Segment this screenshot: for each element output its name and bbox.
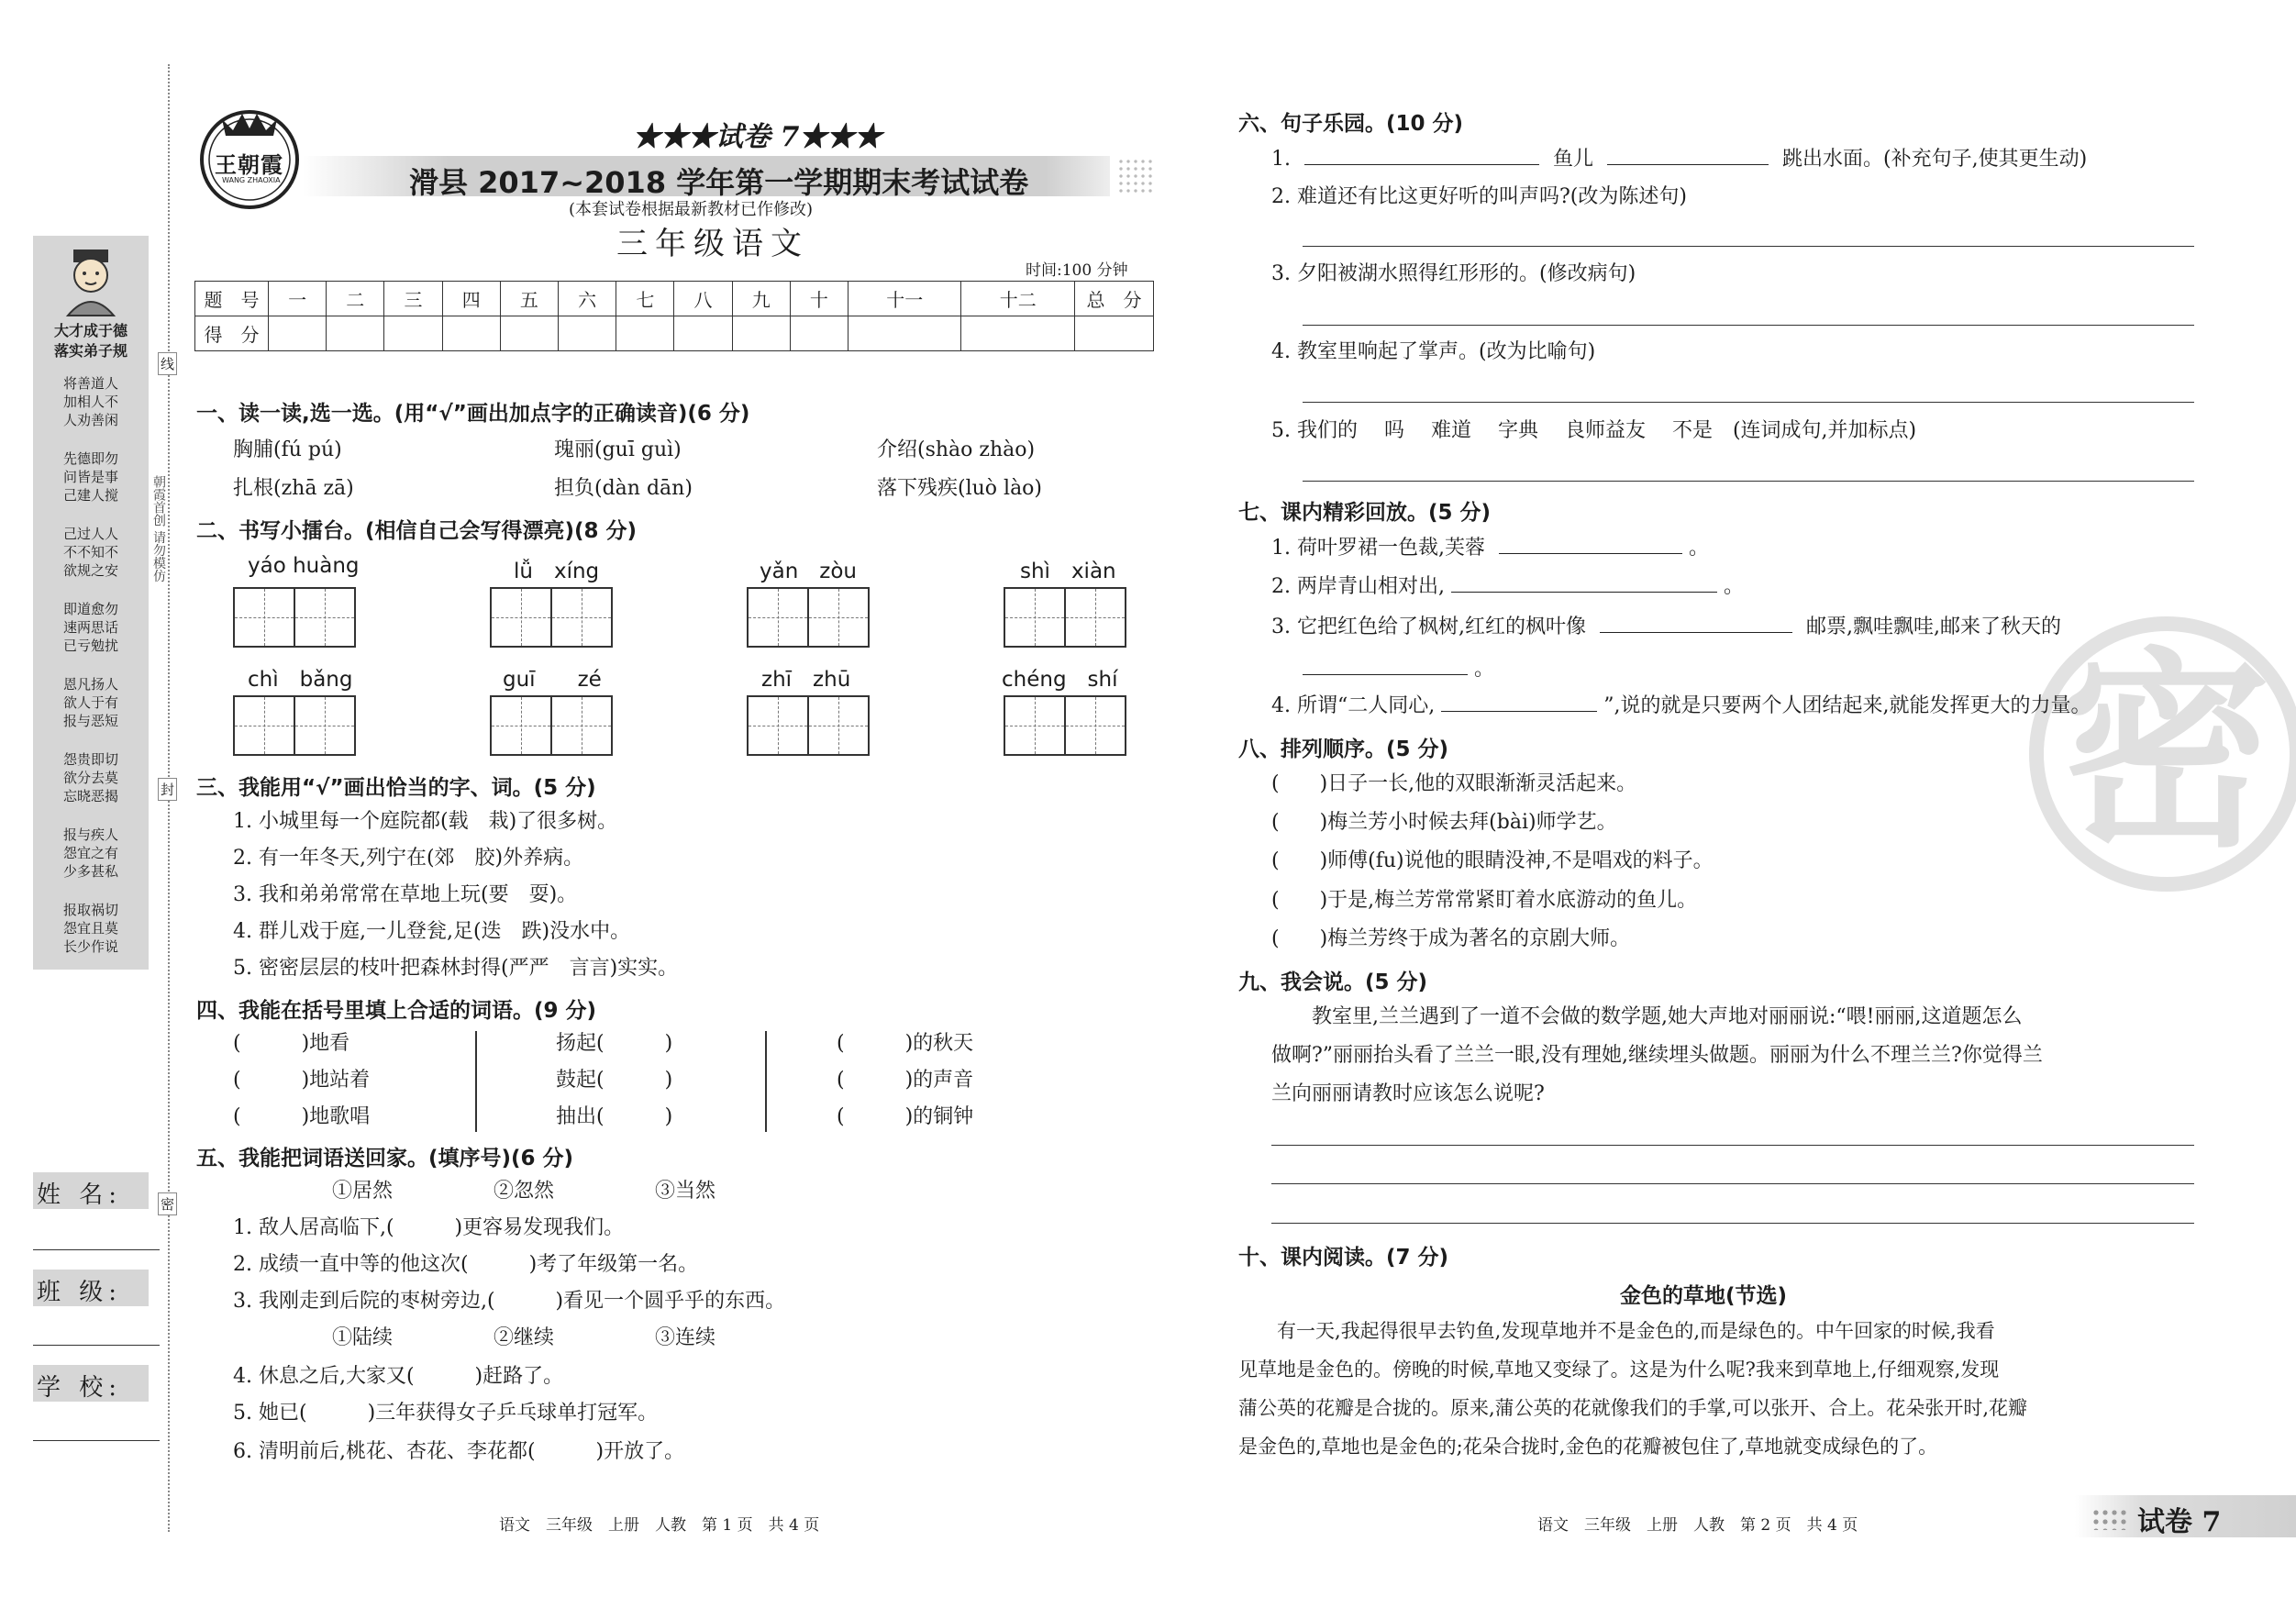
revision-note: (本套试卷根据最新教材已作修改) [569, 200, 814, 219]
s7-q4[interactable] [1271, 692, 2091, 720]
score-cell[interactable] [790, 316, 848, 351]
s6-answer-line[interactable] [1303, 246, 2194, 247]
side-character-illustration [46, 244, 136, 317]
section-3-title: 三、我能用“√”画出恰当的字、词。(5 分) [196, 776, 596, 800]
writing-grid[interactable] [747, 695, 870, 756]
s8-item[interactable]: ( )梅兰芳小时候去拜(bài)师学艺。 [1271, 811, 1617, 834]
school-label: 学 校: [37, 1374, 123, 1402]
section-9-title: 九、我会说。(5 分) [1238, 970, 1428, 994]
footer-tag-dots [2091, 1508, 2128, 1530]
school-field[interactable] [33, 1440, 160, 1441]
score-header-cell: 五 [500, 282, 558, 316]
s5-item[interactable]: 4. 休息之后,大家又( )赶路了。 [233, 1365, 564, 1388]
score-header-cell: 三 [384, 282, 442, 316]
pinyin-label: lǚ xíng [514, 560, 600, 583]
logo-text: 王朝霞 [215, 151, 283, 178]
s6-q5: 5. 我们的 吗 难道 字典 良师益友 不是 (连词成句,并加标点) [1271, 419, 1917, 442]
pinyin-label: shì xiàn [1020, 560, 1116, 583]
section-5-title: 五、我能把词语送回家。(填序号)(6 分) [196, 1147, 574, 1170]
subject-title: 三年级语文 [616, 226, 809, 262]
side-motto-top: 大才成于德 落实弟子规 [53, 322, 128, 360]
passage-title: 金色的草地(节选) [1620, 1284, 1788, 1308]
motto-block: 恩凡扬人 欲人于有 报与恶短 [62, 676, 118, 729]
side-mottos [39, 374, 143, 956]
section-1-title: 一、读一读,选一选。(用“√”画出加点字的正确读音)(6 分) [196, 402, 750, 426]
s1-item[interactable]: 胸脯(fú pú) [233, 438, 342, 461]
score-header-cell: 题 号 [195, 282, 269, 316]
s4-item[interactable]: 扬起( ) [556, 1032, 673, 1055]
s1-item[interactable]: 落下残疾(luò lào) [877, 477, 1043, 500]
s5-item[interactable]: 6. 清明前后,桃花、杏花、李花都( )开放了。 [233, 1440, 685, 1463]
section-6-title: 六、句子乐园。(10 分) [1238, 112, 1464, 136]
s5-item[interactable]: 1. 敌人居高临下,( )更容易发现我们。 [233, 1216, 625, 1239]
s3-item[interactable]: 3. 我和弟弟常常在草地上玩(要 耍)。 [233, 883, 578, 906]
score-cell[interactable] [327, 316, 384, 351]
s1-item[interactable]: 瑰丽(guī guì) [554, 438, 682, 461]
score-header-cell: 八 [674, 282, 732, 316]
score-header-cell: 四 [442, 282, 500, 316]
s7-q1-blank[interactable] [1499, 534, 1682, 554]
section-7-title: 七、课内精彩回放。(5 分) [1238, 501, 1492, 525]
s7-q3-mid: 邮票,飘哇飘哇,邮来了秋天的 [1805, 616, 2061, 638]
s3-item[interactable]: 1. 小城里每一个庭院都(载 栽)了很多树。 [233, 810, 618, 833]
s3-item[interactable]: 2. 有一年冬天,列宁在(郊 胶)外养病。 [233, 847, 584, 870]
score-cell[interactable] [500, 316, 558, 351]
section-4-title: 四、我能在括号里填上合适的词语。(9 分) [196, 999, 597, 1023]
class-field[interactable] [33, 1345, 160, 1346]
s7-q2-blank[interactable] [1451, 572, 1717, 593]
score-header-cell: 十一 [849, 282, 961, 316]
pinyin-label: zhī zhū [761, 668, 851, 692]
s3-item[interactable]: 4. 群儿戏于庭,一儿登瓮,足(迭 跌)没水中。 [233, 920, 631, 943]
binding-mark-feng: 封 [158, 778, 177, 801]
s7-q2-end: 。 [1723, 575, 1744, 598]
writing-grid[interactable] [233, 587, 356, 648]
writing-grid[interactable] [233, 695, 356, 756]
s7-q3-text: 3. 它把红色给了枫树,红红的枫叶像 [1271, 616, 1586, 638]
score-header-cell: 七 [616, 282, 674, 316]
s7-q4-text: 4. 所谓“二人同心, [1271, 694, 1436, 717]
s1-item[interactable]: 担负(dàn dān) [554, 477, 693, 500]
name-field[interactable] [33, 1249, 160, 1250]
pinyin-label: yáo huàng [248, 554, 360, 578]
passage-line: 有一天,我起得很早去钓鱼,发现草地并不是金色的,而是绿色的。中午回家的时候,我看 [1238, 1320, 1995, 1342]
s7-q2[interactable] [1271, 572, 1744, 601]
s7-q3-blank-2[interactable] [1303, 655, 1468, 675]
s3-item[interactable]: 5. 密密层层的枝叶把森林封得(严严 言言)实实。 [233, 957, 679, 980]
score-cell[interactable] [674, 316, 732, 351]
binding-mark-mi: 密 [158, 1192, 177, 1215]
score-cell[interactable] [849, 316, 961, 351]
s7-q3-cont[interactable] [1303, 655, 1494, 683]
s9-answer-line[interactable] [1271, 1223, 2194, 1224]
score-header-cell: 九 [732, 282, 790, 316]
s7-q1-text: 1. 荷叶罗裙一色裁,芙蓉 [1271, 537, 1485, 560]
title-banner-dots [1117, 158, 1154, 194]
stamp-char: 密 [2060, 631, 2272, 876]
section-10-title: 十、课内阅读。(7 分) [1238, 1246, 1449, 1270]
score-cell[interactable] [559, 316, 616, 351]
s5-item[interactable]: 2. 成绩一直中等的他这次( )考了年级第一名。 [233, 1253, 699, 1276]
s4-item[interactable]: ( )地看 [233, 1032, 350, 1055]
motto-block: 怨贵即切 欲分去莫 忘晓恶揭 [62, 751, 118, 804]
publisher-logo [194, 101, 305, 211]
s7-q2-text: 2. 两岸青山相对出, [1271, 575, 1445, 598]
score-cell[interactable] [961, 316, 1075, 351]
score-header-cell: 二 [327, 282, 384, 316]
s7-q3[interactable] [1271, 613, 2061, 641]
s9-answer-line[interactable] [1271, 1183, 2194, 1184]
s6-answer-line[interactable] [1303, 402, 2194, 403]
score-header-cell: 一 [269, 282, 327, 316]
section-8-title: 八、排列顺序。(5 分) [1238, 738, 1449, 761]
s8-item[interactable]: ( )日子一长,他的双眼渐渐灵活起来。 [1271, 772, 1637, 795]
motto-block: 先德即勿 问皆是事 己建人搅 [62, 450, 118, 504]
logo-sub: WANG ZHAOXIA [222, 176, 281, 184]
s7-q4-end: ”,说的就是只要两个人团结起来,就能发挥更大的力量。 [1603, 694, 2091, 717]
s6-q1-blank-1[interactable] [1304, 145, 1539, 165]
motto-block: 己过人人 不不知不 欲规之安 [62, 526, 118, 579]
section-2-title: 二、书写小擂台。(相信自己会写得漂亮)(8 分) [196, 519, 638, 543]
score-cell[interactable] [616, 316, 674, 351]
s6-answer-line[interactable] [1303, 481, 2194, 482]
binding-mark-xian: 线 [158, 352, 177, 375]
class-label: 班 级: [37, 1279, 123, 1306]
name-label: 姓 名: [37, 1181, 123, 1209]
s6-q1-num: 1. [1271, 148, 1291, 171]
s9-line: 教室里,兰兰遇到了一道不会做的数学题,她大声地对丽丽说:“喂!丽丽,这道题怎么 [1271, 1005, 2023, 1028]
s9-line: 兰向丽丽请教时应该怎么说呢? [1271, 1082, 1545, 1105]
passage-line: 蒲公英的花瓣是合拢的。原来,蒲公英的花就像我们的手掌,可以张开、合上。花朵张开时,花瓣 [1238, 1397, 2028, 1419]
s9-line: 做啊?”丽丽抬头看了兰兰一眼,没有理她,继续埋头做题。丽丽为什么不理兰兰?你觉得兰 [1271, 1044, 2043, 1067]
s8-item[interactable]: ( )于是,梅兰芳常常紧盯着水底游动的鱼儿。 [1271, 889, 1698, 912]
exam-title: 滑县 2017~2018 学年第一学期期末考试试卷 [409, 165, 1029, 200]
s6-q3: 3. 夕阳被湖水照得红形形的。(修改病句) [1271, 262, 1636, 285]
s1-item[interactable]: 扎根(zhā zā) [233, 477, 354, 500]
s8-item[interactable]: ( )梅兰芳终于成为著名的京剧大师。 [1271, 927, 1631, 950]
writing-grid[interactable] [490, 695, 613, 756]
s4-item[interactable]: 抽出( ) [556, 1105, 673, 1128]
s6-q1-mid: 鱼儿 [1553, 148, 1594, 171]
binding-note: 朝霞首创 请勿模仿 [151, 475, 166, 582]
s4-divider [765, 1031, 767, 1132]
s5-item[interactable]: 5. 她已( )三年获得女子乒乓球单打冠军。 [233, 1402, 659, 1425]
s5-options-2: ①陆续 ②继续 ③连续 [332, 1326, 716, 1349]
s6-q1-end: 跳出水面。(补充句子,使其更生动) [1782, 148, 2088, 171]
s4-item[interactable]: ( )地歌唱 [233, 1105, 371, 1128]
time-limit: 时间:100 分钟 [1026, 261, 1128, 280]
passage-line: 见草地是金色的。傍晚的时候,草地又变绿了。这是为什么呢?我来到草地上,仔细观察,发现 [1238, 1359, 2000, 1381]
score-cell[interactable] [1075, 316, 1154, 351]
s6-q1-blank-2[interactable] [1607, 145, 1769, 165]
s5-item[interactable]: 3. 我刚走到后院的枣树旁边,( )看见一个圆乎乎的东西。 [233, 1290, 786, 1313]
s7-q4-blank[interactable] [1441, 692, 1597, 712]
score-header-cell: 总 分 [1075, 282, 1154, 316]
s4-item[interactable]: 鼓起( ) [556, 1069, 673, 1092]
pinyin-label: yǎn zòu [760, 560, 858, 583]
s4-item[interactable]: ( )的铜钟 [837, 1105, 974, 1128]
footer-tag: 试卷 7 [2137, 1506, 2222, 1538]
score-header-cell: 六 [559, 282, 616, 316]
s9-answer-line[interactable] [1271, 1145, 2194, 1146]
writing-grid[interactable] [1004, 695, 1126, 756]
motto-block: 将善道人 加相人不 人劝善闲 [62, 375, 118, 428]
s7-q3-blank-1[interactable] [1600, 613, 1792, 633]
s6-q1[interactable] [1271, 145, 2087, 173]
writing-grid[interactable] [490, 587, 613, 648]
s6-answer-line[interactable] [1303, 325, 2194, 326]
pinyin-label: guī zé [503, 668, 602, 692]
s5-options-1: ①居然 ②忽然 ③当然 [332, 1180, 716, 1203]
s8-item[interactable]: ( )师傅(fu)说他的眼睛没神,不是唱戏的料子。 [1271, 849, 1714, 872]
writing-grid[interactable] [1004, 587, 1126, 648]
motto-block: 即道愈勿 速两思话 已亏勉扰 [62, 601, 118, 654]
paper-number: ★★★试卷 7★★★ [633, 121, 882, 153]
s4-item[interactable]: ( )的秋天 [837, 1032, 974, 1055]
score-cell[interactable] [732, 316, 790, 351]
score-cell[interactable] [269, 316, 327, 351]
page-footer-right: 语文 三年级 上册 人教 第 2 页 共 4 页 [1537, 1516, 1858, 1535]
writing-grid[interactable] [747, 587, 870, 648]
score-cell[interactable] [384, 316, 442, 351]
s4-item[interactable]: ( )的声音 [837, 1069, 974, 1092]
score-header-row [195, 282, 1154, 316]
s1-item[interactable]: 介绍(shào zhào) [877, 438, 1036, 461]
score-table [194, 281, 1154, 351]
score-row-label: 得 分 [195, 316, 269, 351]
motto-block: 报取祸切 怨宜且莫 长少作说 [62, 902, 118, 955]
watermark-stamp [2029, 616, 2296, 892]
pinyin-label: chì bǎng [248, 668, 353, 692]
motto-block: 报与疾人 怨宜之有 少多甚私 [62, 826, 118, 880]
passage-line: 是金色的,草地也是金色的;花朵合拢时,金色的花瓣被包住了,草地就变成绿色的了。 [1238, 1436, 1938, 1458]
s7-q1-end: 。 [1688, 537, 1709, 560]
s7-q1[interactable] [1271, 534, 1709, 562]
s4-item[interactable]: ( )地站着 [233, 1069, 371, 1092]
score-value-row [195, 316, 1154, 351]
s7-q3-end: 。 [1474, 658, 1495, 681]
s6-q2: 2. 难道还有比这更好听的叫声吗?(改为陈述句) [1271, 185, 1687, 208]
score-cell[interactable] [442, 316, 500, 351]
s6-q4: 4. 教室里响起了掌声。(改为比喻句) [1271, 340, 1596, 363]
pinyin-label: chéng shí [1002, 668, 1118, 692]
s4-divider [475, 1031, 477, 1132]
score-header-cell: 十二 [961, 282, 1075, 316]
score-header-cell: 十 [790, 282, 848, 316]
page-footer-left: 语文 三年级 上册 人教 第 1 页 共 4 页 [499, 1516, 820, 1535]
